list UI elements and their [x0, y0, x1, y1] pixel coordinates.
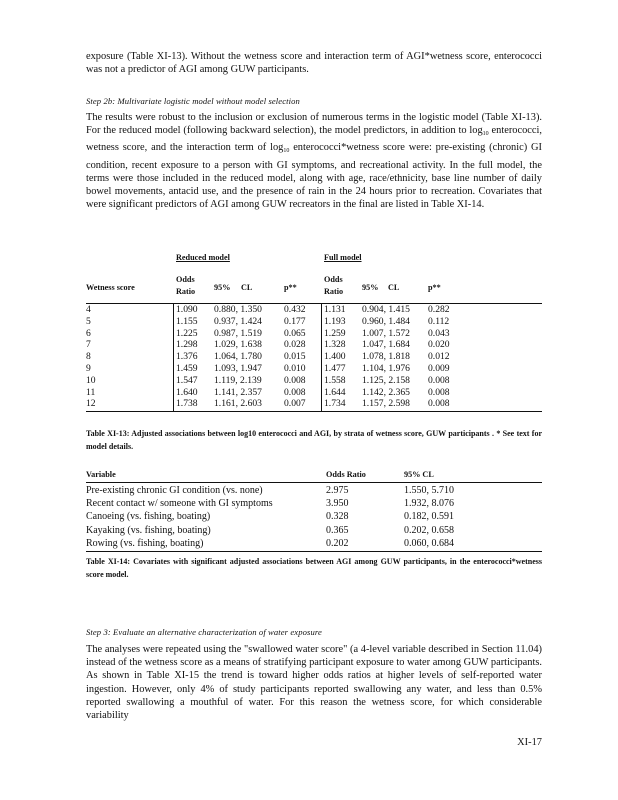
cell-p-reduced: 0.008 — [284, 386, 306, 398]
cell-95cl: 1.932, 8.076 — [404, 498, 454, 510]
cell-95cl: 1.550, 5.710 — [404, 485, 454, 496]
table-xi-13-caption: Table XI-13: Adjusted associations between log10 enterococci and AGI, by strata of wetness score, GUW participants . * See text for model details. — [86, 429, 542, 451]
cell-odds-ratio: 0.365 — [326, 524, 349, 536]
table-xi-14-top-rule — [86, 482, 542, 483]
cell-95cl-reduced: 1.119, 2.139 — [214, 374, 262, 386]
table-row — [86, 484, 542, 497]
step-2b-text-part1: The results were robust to the inclusion or exclusion of numerous terms in the logistic model (Table XI-13). For the reduced model (following backward selection), the model predictors, in addition to log — [86, 112, 542, 137]
cell-p-full: 0.008 — [428, 374, 450, 386]
cell-95cl-reduced: 1.064, 1.780 — [214, 351, 262, 363]
step-2b-text-part2: enterococci, wetness score, and the interaction term of log — [86, 125, 543, 154]
header-odds-ratio: Odds Ratio — [326, 470, 366, 479]
cell-variable: Recent contact w/ someone with GI symptoms — [86, 498, 273, 510]
cell-variable: Pre-existing chronic GI condition (vs. none) — [86, 485, 263, 496]
cell-95cl-full: 1.047, 1.684 — [362, 339, 410, 351]
cell-p-full: 0.282 — [428, 304, 450, 315]
cell-p-reduced: 0.065 — [284, 327, 306, 339]
header-p-reduced: p** — [284, 283, 297, 292]
cell-variable: Kayaking (vs. fishing, boating) — [86, 524, 211, 536]
cell-p-reduced: 0.177 — [284, 315, 306, 327]
cell-odds-ratio-reduced: 1.090 — [176, 304, 198, 315]
cell-p-full: 0.008 — [428, 386, 450, 398]
step-2b-paragraph — [86, 111, 542, 211]
header-cl-reduced: CL — [241, 283, 253, 292]
cell-95cl-full: 0.904, 1.415 — [362, 304, 410, 315]
header-wetness-score: Wetness score — [86, 283, 135, 292]
cell-95cl-reduced: 0.880, 1.350 — [214, 304, 262, 315]
header-cl-full: CL — [388, 283, 400, 292]
page-number: XI-17 — [517, 737, 542, 748]
cell-95cl-reduced: 0.937, 1.424 — [214, 315, 262, 327]
table-row — [86, 339, 542, 351]
header-95-cl: 95% CL — [404, 470, 434, 479]
header-p-full: p** — [428, 283, 441, 292]
cell-95cl-reduced: 1.161, 2.603 — [214, 398, 262, 410]
cell-wetness-score: 11 — [86, 386, 96, 398]
cell-95cl-full: 1.104, 1.976 — [362, 362, 410, 374]
cell-p-reduced: 0.432 — [284, 304, 306, 315]
table-row — [86, 351, 542, 363]
cell-odds-ratio-full: 1.131 — [324, 304, 346, 315]
cell-odds-ratio-reduced: 1.376 — [176, 351, 198, 363]
cell-odds-ratio-full: 1.558 — [324, 374, 346, 386]
cell-95cl-full: 1.157, 2.598 — [362, 398, 410, 410]
cell-odds-ratio-reduced: 1.738 — [176, 398, 198, 410]
step-3-heading: Step 3: Evaluate an alternative characterization of water exposure — [86, 627, 322, 637]
group-reduced-model: Reduced model — [176, 253, 230, 262]
cell-95cl-reduced: 1.029, 1.638 — [214, 339, 262, 351]
table-row — [86, 537, 542, 550]
cell-p-full: 0.112 — [428, 315, 450, 327]
step-3-paragraph: The analyses were repeated using the "swallowed water score" (a 4-level variable described in Section 11.04) instead of the wetness score as a means of stratifying participant exposure to water among GUW participants. As shown in Table XI-15 the trend is toward higher odds ratios at higher levels of self-reported water ingestion. However, only 4% of study participants reported swallowing any water, and less than 0.5% reported swallowing a mouthful of water. For this reason the wetness score, for which considerable variability — [86, 644, 542, 722]
cell-wetness-score: 5 — [86, 315, 91, 327]
cell-p-reduced: 0.028 — [284, 339, 306, 351]
header-ratio-full: Ratio — [324, 287, 344, 296]
cell-odds-ratio: 3.950 — [326, 498, 349, 510]
cell-95cl: 0.182, 0.591 — [404, 511, 454, 523]
cell-odds-ratio-reduced: 1.298 — [176, 339, 198, 351]
cell-p-reduced: 0.008 — [284, 374, 306, 386]
cell-odds-ratio-full: 1.734 — [324, 398, 346, 410]
cell-p-full: 0.009 — [428, 362, 450, 374]
cell-p-reduced: 0.015 — [284, 351, 306, 363]
cell-p-reduced: 0.007 — [284, 398, 306, 410]
cell-wetness-score: 12 — [86, 398, 96, 410]
cell-odds-ratio-reduced: 1.155 — [176, 315, 198, 327]
cell-odds-ratio-full: 1.644 — [324, 386, 346, 398]
table-row — [86, 398, 542, 410]
table-row — [86, 316, 542, 328]
cell-odds-ratio: 0.328 — [326, 511, 349, 523]
cell-p-full: 0.012 — [428, 351, 450, 363]
cell-95cl-full: 0.960, 1.484 — [362, 315, 410, 327]
cell-wetness-score: 6 — [86, 327, 91, 339]
header-95-reduced: 95% — [214, 283, 231, 292]
cell-95cl: 0.202, 0.658 — [404, 524, 454, 536]
cell-95cl-full: 1.078, 1.818 — [362, 351, 410, 363]
table-xi-14-bottom-rule — [86, 551, 542, 552]
cell-wetness-score: 7 — [86, 339, 91, 351]
cell-95cl-full: 1.125, 2.158 — [362, 374, 410, 386]
table-row — [86, 510, 542, 523]
table-xi-14-caption: Table XI-14: Covariates with significant adjusted associations between AGI among GUW participants, in the enterococci*wetness score model. — [86, 557, 542, 579]
cell-95cl: 0.060, 0.684 — [404, 537, 454, 549]
table-xi-14-body — [86, 484, 542, 550]
cell-95cl-full: 1.007, 1.572 — [362, 327, 410, 339]
table-xi-13-body — [86, 304, 542, 410]
cell-odds-ratio-reduced: 1.225 — [176, 327, 198, 339]
table-row — [86, 363, 542, 375]
cell-odds-ratio: 0.202 — [326, 537, 349, 549]
table-row — [86, 304, 542, 316]
header-odds-reduced: Odds — [176, 275, 195, 284]
cell-p-full: 0.008 — [428, 398, 450, 410]
cell-wetness-score: 9 — [86, 362, 91, 374]
table-row — [86, 387, 542, 399]
cell-95cl-full: 1.142, 2.365 — [362, 386, 410, 398]
cell-odds-ratio-full: 1.328 — [324, 339, 346, 351]
cell-odds-ratio-full: 1.400 — [324, 351, 346, 363]
table-row — [86, 497, 542, 510]
step-2b-text-part3: enterococci*wetness score were: pre-existing (chronic) GI condition, recent exposure to a person with GI symptoms, and recreational activity. In the full model, the terms were those included in the reduced model, along with age, race/ethnicity, base line number of daily bowel movements, antacid use, and the presence of rain in the 24 hours prior to recreation. Covariates that were significant predictors of AGI among GUW recreators in the final are listed in Table XI-14. — [86, 142, 542, 211]
cell-odds-ratio-reduced: 1.547 — [176, 374, 198, 386]
table-row — [86, 328, 542, 340]
cell-p-full: 0.020 — [428, 339, 450, 351]
cell-wetness-score: 10 — [86, 374, 96, 386]
cell-odds-ratio-full: 1.477 — [324, 362, 346, 374]
header-variable: Variable — [86, 470, 116, 479]
cell-wetness-score: 8 — [86, 351, 91, 363]
cell-p-reduced: 0.010 — [284, 362, 306, 374]
cell-odds-ratio-reduced: 1.640 — [176, 386, 198, 398]
cell-p-full: 0.043 — [428, 327, 450, 339]
header-ratio-reduced: Ratio — [176, 287, 196, 296]
step-2b-heading: Step 2b: Multivariate logistic model without model selection — [86, 96, 300, 106]
cell-variable: Rowing (vs. fishing, boating) — [86, 537, 204, 549]
table-xi-13-bottom-rule — [86, 411, 542, 412]
log-subscript: 10 — [482, 131, 489, 138]
cell-odds-ratio-full: 1.193 — [324, 315, 346, 327]
log-subscript: 10 — [283, 148, 290, 155]
cell-variable: Canoeing (vs. fishing, boating) — [86, 511, 211, 523]
header-95-full: 95% — [362, 283, 379, 292]
intro-paragraph: exposure (Table XI-13). Without the wetness score and interaction term of AGI*wetness score, enterococci was not a predictor of AGI among GUW participants. — [86, 51, 542, 76]
table-row — [86, 524, 542, 537]
table-row — [86, 375, 542, 387]
header-odds-full: Odds — [324, 275, 343, 284]
cell-95cl-reduced: 1.093, 1.947 — [214, 362, 262, 374]
group-full-model: Full model — [324, 253, 362, 262]
cell-95cl-reduced: 1.141, 2.357 — [214, 386, 262, 398]
cell-odds-ratio-reduced: 1.459 — [176, 362, 198, 374]
cell-odds-ratio: 2.975 — [326, 485, 349, 496]
cell-95cl-reduced: 0.987, 1.519 — [214, 327, 262, 339]
cell-wetness-score: 4 — [86, 304, 91, 315]
cell-odds-ratio-full: 1.259 — [324, 327, 346, 339]
table-xi-13-header — [86, 275, 542, 301]
